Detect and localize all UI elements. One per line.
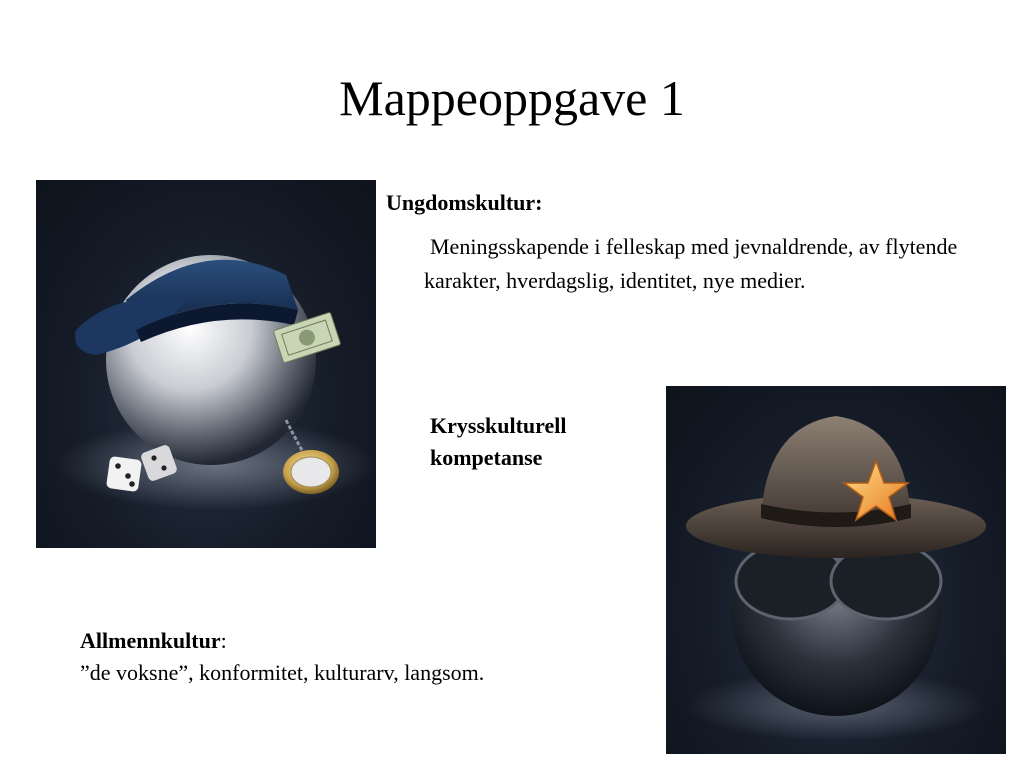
- krysskulturell-label: [430, 410, 650, 474]
- allmennkultur-heading-line: [80, 625, 484, 657]
- krysskulturell-line1: Krysskulturell: [430, 413, 567, 438]
- allmennkultur-heading: Allmennkultur: [80, 628, 221, 653]
- visor-ball-image: [36, 180, 376, 548]
- allmennkultur-block: [80, 625, 484, 689]
- krysskulturell-line2: kompetanse: [430, 445, 543, 470]
- ungdomskultur-heading: Ungdomskultur:: [386, 190, 543, 215]
- allmennkultur-text: ”de voksne”, konformitet, kulturarv, langsom.: [80, 660, 485, 685]
- ungdomskultur-text: Meningsskapende i felleskap med jevnaldrende, av flytende karakter, hverdagslig, identitet, nye medier.: [424, 234, 958, 293]
- allmennkultur-colon: :: [220, 628, 227, 653]
- sheriff-ball-image: [666, 386, 1006, 754]
- slide-title: Mappeoppgave 1: [339, 70, 685, 126]
